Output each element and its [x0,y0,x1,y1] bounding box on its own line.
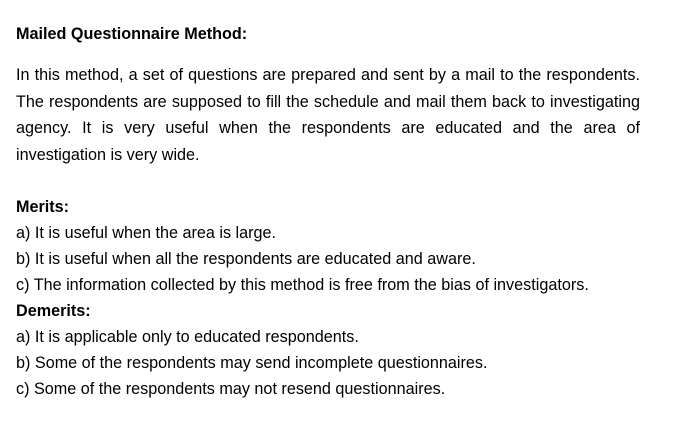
demerit-item: b) Some of the respondents may send incomplete questionnaires. [16,354,488,372]
demerit-item: c) Some of the respondents may not resend questionnaires. [16,380,446,398]
demerit-item: a) It is applicable only to educated respondents. [16,328,359,346]
merits-heading: Merits: [16,198,70,216]
merit-item: b) It is useful when all the respondents are educated and aware. [16,250,476,268]
merit-item: a) It is useful when the area is large. [16,224,277,242]
document-body [16,22,640,402]
intro-paragraph: In this method, a set of questions are prepared and sent by a mail to the respondents. The respondents are supposed to fill the schedule and mail them back to investigating agency. It is very useful when the respondents are educated and the area of investigation is very wide. [16,66,640,164]
demerits-heading: Demerits: [16,302,91,320]
merit-item: c) The information collected by this method is free from the bias of investigators. [16,276,589,294]
document-title: Mailed Questionnaire Method: [16,25,248,43]
